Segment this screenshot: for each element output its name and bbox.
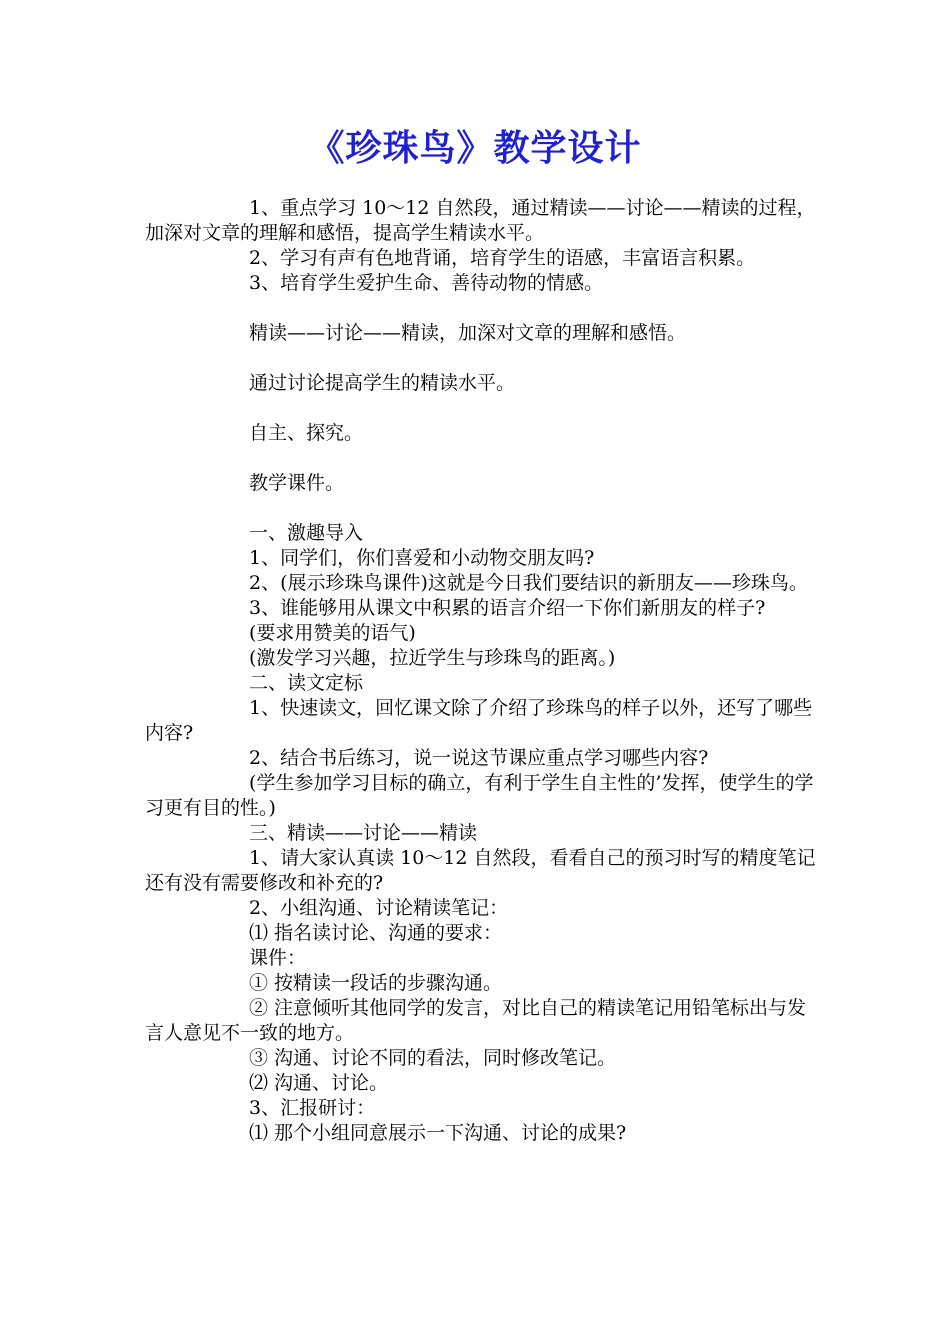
paragraph: ⑴ 指名读讨论、沟通的要求： xyxy=(249,922,503,944)
paragraph: 自主、探究。 xyxy=(249,422,364,444)
paragraph: ⑴ 那个小组同意展示一下沟通、讨论的成果? xyxy=(249,1122,627,1144)
paragraph: 1、重点学习 10～12 自然段，通过精读——讨论——精读的过程，加深对文章的理解和感悟，提高学生精读水平。 xyxy=(145,197,816,244)
paragraph: (学生参加学习目标的确立，有利于学生自主性的’发挥，使学生的学习更有目的性。) xyxy=(145,772,814,819)
paragraph: 2、学习有声有色地背诵，培育学生的语感，丰富语言积累。 xyxy=(249,247,756,269)
paragraph: 2、小组沟通、讨论精读笔记： xyxy=(249,897,509,919)
paragraph: ① 按精读一段话的步骤沟通。 xyxy=(249,972,503,994)
paragraph: (要求用赞美的语气) xyxy=(249,622,416,644)
document-body xyxy=(145,196,820,1146)
paragraph: 2、(展示珍珠鸟课件)这就是今日我们要结识的新朋友——珍珠鸟。 xyxy=(249,572,808,594)
paragraph: 3、谁能够用从课文中积累的语言介绍一下你们新朋友的样子? xyxy=(249,597,766,619)
paragraph: (激发学习兴趣，拉近学生与珍珠鸟的距离。) xyxy=(249,647,616,669)
blank-line xyxy=(145,446,820,471)
section-heading: 一、激趣导入 xyxy=(249,522,364,544)
paragraph: 通过讨论提高学生的精读水平。 xyxy=(249,372,516,394)
document-title: 《珍珠鸟》教学设计 xyxy=(308,128,642,169)
paragraph: 2、结合书后练习，说一说这节课应重点学习哪些内容? xyxy=(249,747,709,769)
paragraph: 精读——讨论——精读，加深对文章的理解和感悟。 xyxy=(249,322,687,344)
section-heading: 三、精读——讨论——精读 xyxy=(249,822,478,844)
paragraph: 3、培育学生爱护生命、善待动物的情感。 xyxy=(249,272,604,294)
paragraph: 教学课件。 xyxy=(249,472,345,494)
paragraph: ③ 沟通、讨论不同的看法，同时修改笔记。 xyxy=(249,1047,617,1069)
blank-line xyxy=(145,346,820,371)
blank-line xyxy=(145,396,820,421)
paragraph: 1、快速读文，回忆课文除了介绍了珍珠鸟的样子以外，还写了哪些内容? xyxy=(145,697,813,744)
paragraph: ⑵ 沟通、讨论。 xyxy=(249,1072,389,1094)
paragraph: 3、汇报研讨： xyxy=(249,1097,376,1119)
paragraph: 1、同学们，你们喜爱和小动物交朋友吗? xyxy=(249,547,595,569)
paragraph: 1、请大家认真读 10～12 自然段，看看自己的预习时写的精度笔记还有没有需要修改和补充的? xyxy=(145,847,816,894)
paragraph: ② 注意倾听其他同学的发言，对比自己的精读笔记用铅笔标出与发言人意见不一致的地方。 xyxy=(145,997,807,1044)
blank-line xyxy=(145,296,820,321)
paragraph: 课件： xyxy=(249,947,307,969)
blank-line xyxy=(145,496,820,521)
section-heading: 二、读文定标 xyxy=(249,672,364,694)
